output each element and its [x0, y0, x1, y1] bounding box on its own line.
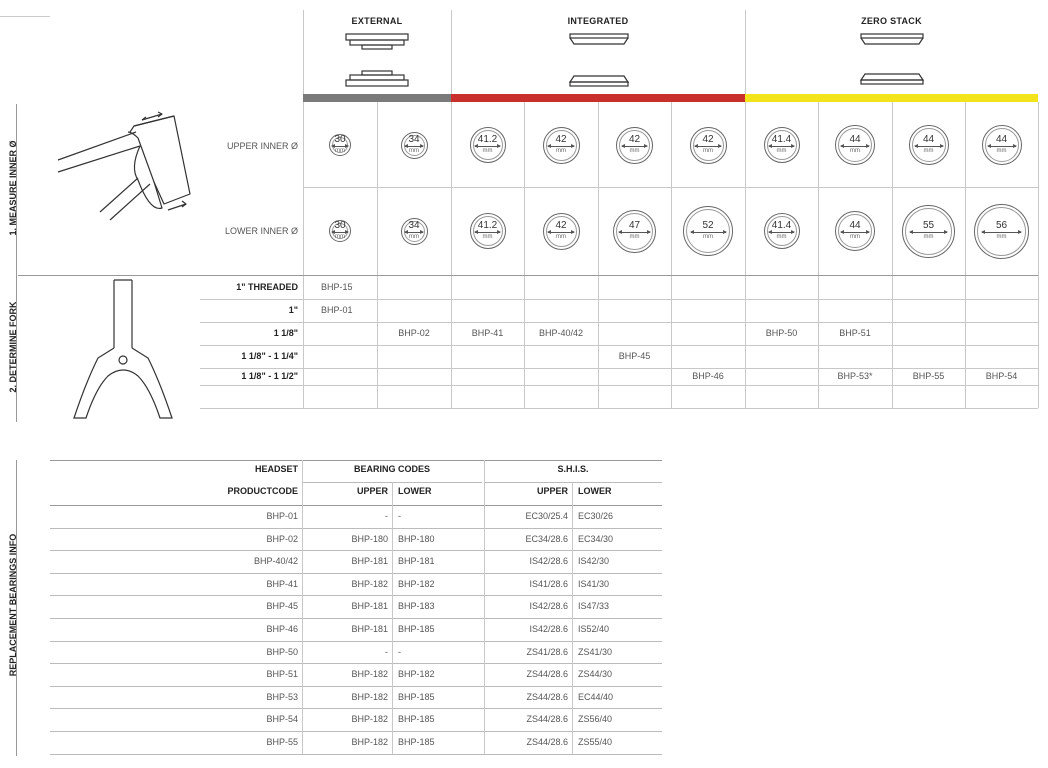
- gauge-unit: mm: [923, 234, 934, 240]
- external-color-bar: [303, 94, 451, 102]
- diameter-gauge: [470, 213, 506, 249]
- shis-lower: EC34/30: [578, 533, 614, 544]
- grid-line: [818, 102, 819, 408]
- header-external: EXTERNAL: [351, 16, 403, 26]
- gauge-arrow: [769, 146, 794, 147]
- productcode-header: PRODUCTCODE: [227, 486, 298, 496]
- table-line: [50, 618, 662, 619]
- shis-lower: IS42/30: [578, 556, 610, 567]
- shis-lower: EC30/26: [578, 511, 614, 521]
- gauge-unit: mm: [703, 234, 713, 240]
- gauge-value: 47: [628, 220, 641, 231]
- table-line: [50, 550, 662, 551]
- diameter-gauge: [613, 210, 656, 253]
- gauge-value: 44: [995, 134, 1008, 145]
- headset-code: BHP-51: [266, 669, 298, 680]
- bearing-lower: BHP-180: [398, 533, 435, 544]
- gauge-arrow: [910, 232, 947, 233]
- table-line: [50, 686, 662, 687]
- bearing-upper: BHP-181: [351, 601, 388, 612]
- gauge-arrow: [548, 232, 574, 233]
- lower-inner-label: LOWER INNER Ø: [224, 226, 298, 236]
- bearing-upper: BHP-182: [351, 578, 388, 589]
- side-rule-top: [16, 104, 17, 422]
- bearing-upper: BHP-182: [351, 669, 388, 680]
- grid-line: [303, 102, 304, 408]
- header-integrated: INTEGRATED: [567, 16, 629, 26]
- shis-upper: EC30/25.4: [525, 511, 568, 521]
- diameter-gauge: [909, 125, 949, 165]
- bearing-lower: BHP-185: [398, 737, 435, 747]
- grid-line: [200, 299, 1038, 300]
- header-zero-stack: ZERO STACK: [861, 16, 922, 26]
- shis-upper: ZS44/28.6: [526, 691, 568, 702]
- gauge-unit: mm: [556, 234, 566, 240]
- grid-line: [892, 102, 893, 408]
- table-line: [50, 505, 662, 506]
- table-line: [50, 573, 662, 574]
- grid-line: [451, 10, 452, 94]
- diameter-gauge: [974, 204, 1029, 259]
- grid-line: [1038, 102, 1039, 408]
- gauge-value: 41.4: [771, 220, 792, 231]
- grid-line: [745, 10, 746, 94]
- bearing-upper: BHP-182: [351, 691, 388, 702]
- fork-size-label: 1" THREADED: [236, 282, 298, 292]
- gauge-value: 41.2: [477, 134, 498, 145]
- shis-upper: ZS44/28.6: [526, 714, 568, 725]
- diameter-gauge: [616, 127, 653, 164]
- table-line: [50, 595, 662, 596]
- grid-line: [745, 102, 746, 408]
- headset-code: BHP-02: [266, 533, 298, 544]
- integrated-headset-icon: [562, 32, 636, 92]
- upper-inner-label: UPPER INNER Ø: [226, 141, 298, 151]
- shis-upper-header: UPPER: [536, 486, 568, 496]
- gauge-value: 30: [334, 220, 346, 231]
- frame-head-tube-icon: [50, 108, 200, 232]
- diameter-gauge: [902, 205, 955, 258]
- gauge-value: 55: [922, 220, 935, 231]
- bearing-codes-header: BEARING CODES: [353, 464, 430, 474]
- fork-cell: BHP-01: [321, 305, 353, 315]
- diameter-gauge: [683, 206, 733, 256]
- gauge-arrow: [691, 232, 726, 233]
- diameter-gauge: [329, 134, 351, 156]
- fork-icon: [68, 278, 178, 426]
- bearing-lower: BHP-185: [398, 691, 435, 702]
- grid-line: [200, 408, 1038, 409]
- gauge-unit: mm: [335, 148, 345, 154]
- gauge-arrow: [841, 146, 869, 147]
- gauge-unit: mm: [409, 234, 419, 240]
- diameter-gauge: [401, 132, 428, 159]
- gauge-unit: mm: [703, 148, 713, 154]
- fork-cell: BHP-50: [765, 328, 798, 338]
- gauge-value: 44: [849, 220, 861, 231]
- grid-line: [451, 102, 452, 408]
- grid-line: [200, 322, 1038, 323]
- bearing-lower: BHP-181: [398, 556, 435, 567]
- headset-code: BHP-01: [266, 511, 298, 521]
- gauge-value: 41.2: [477, 220, 498, 231]
- shis-upper: IS42/28.6: [529, 556, 568, 567]
- fork-size-label: 1 1/8" - 1 1/2": [241, 371, 298, 381]
- table-line: [572, 482, 573, 754]
- gauge-unit: mm: [776, 234, 787, 240]
- bearing-upper: BHP-181: [351, 624, 388, 634]
- grid-line: [303, 10, 304, 94]
- shis-header: S.H.I.S.: [557, 464, 589, 474]
- diameter-gauge: [835, 211, 875, 251]
- bearing-lower: -: [398, 646, 401, 657]
- table-line: [50, 641, 662, 642]
- headset-code: BHP-53: [266, 691, 298, 702]
- diameter-gauge: [764, 127, 800, 163]
- gauge-value: 56: [995, 220, 1008, 231]
- gauge-arrow: [622, 146, 648, 147]
- section-label-replacement: REPLACEMENT BEARINGS INFO: [8, 533, 18, 677]
- bearing-lower: -: [398, 511, 401, 521]
- bearing-lower: BHP-183: [398, 601, 435, 612]
- shis-upper: ZS44/28.6: [526, 669, 568, 680]
- table-line: [50, 663, 662, 664]
- bearing-upper: BHP-182: [351, 737, 388, 747]
- fork-size-label: 1": [288, 305, 298, 315]
- grid-line: [303, 187, 1038, 188]
- fork-cell: BHP-46: [692, 371, 724, 381]
- shis-lower: ZS41/30: [578, 646, 613, 657]
- section-label-fork: 2. DETERMINE FORK: [8, 301, 18, 393]
- gauge-value: 42: [628, 134, 641, 145]
- external-headset-icon: [340, 32, 414, 92]
- table-line: [50, 708, 662, 709]
- gauge-value: 34: [408, 220, 420, 231]
- grid-line: [377, 102, 378, 408]
- gauge-arrow: [332, 232, 347, 233]
- gauge-value: 34: [408, 134, 420, 145]
- fork-cell: BHP-45: [618, 351, 651, 361]
- bearing-lower: BHP-185: [398, 624, 435, 634]
- gauge-unit: mm: [923, 148, 934, 154]
- shis-lower: ZS55/40: [578, 737, 613, 747]
- shis-upper: IS41/28.6: [529, 578, 568, 589]
- headset-code: BHP-50: [266, 646, 298, 657]
- table-line: [50, 731, 662, 732]
- headset-code: BHP-55: [266, 737, 298, 747]
- gauge-arrow: [405, 232, 424, 233]
- bearing-upper: BHP-180: [351, 533, 388, 544]
- shis-upper: IS42/28.6: [529, 601, 568, 612]
- bearing-upper: -: [385, 511, 388, 521]
- zero-stack-color-bar: [745, 94, 1038, 102]
- gauge-arrow: [332, 146, 347, 147]
- shis-lower: EC44/40: [578, 691, 614, 702]
- grid-line: [598, 102, 599, 408]
- gauge-arrow: [769, 232, 794, 233]
- diameter-gauge: [470, 127, 506, 163]
- section-label-measure: 1. MEASURE INNER Ø: [8, 140, 18, 236]
- bearing-upper-header: UPPER: [356, 486, 388, 496]
- fork-size-label: 1 1/8" - 1 1/4": [241, 351, 298, 361]
- gauge-arrow: [988, 146, 1016, 147]
- shis-lower: IS47/33: [578, 601, 610, 612]
- bearing-lower: BHP-185: [398, 714, 435, 725]
- gauge-unit: mm: [629, 234, 640, 240]
- grid-line: [200, 385, 1038, 386]
- fork-cell: BHP-53*: [837, 371, 873, 381]
- fork-cell: BHP-40/42: [538, 328, 584, 338]
- fork-size-label: 1 1/8": [273, 328, 298, 338]
- zero-stack-headset-icon: [855, 32, 929, 92]
- diameter-gauge: [543, 213, 580, 250]
- bearing-lower-header: LOWER: [398, 486, 432, 496]
- shis-upper: EC34/28.6: [525, 533, 568, 544]
- gauge-unit: mm: [776, 148, 787, 154]
- fork-cell: BHP-02: [398, 328, 430, 338]
- headset-code: BHP-54: [266, 714, 298, 725]
- table-line: [50, 460, 662, 461]
- shis-upper: ZS41/28.6: [526, 646, 568, 657]
- gauge-unit: mm: [629, 148, 640, 154]
- gauge-value: 42: [555, 134, 567, 145]
- gauge-arrow: [982, 232, 1021, 233]
- table-line: [50, 528, 662, 529]
- diameter-gauge: [690, 127, 727, 164]
- gauge-unit: mm: [556, 148, 566, 154]
- diameter-gauge: [835, 125, 875, 165]
- grid-line: [200, 368, 1038, 369]
- table-line: [392, 482, 393, 754]
- gauge-arrow: [915, 146, 943, 147]
- gauge-unit: mm: [850, 148, 860, 154]
- gauge-value: 42: [555, 220, 567, 231]
- grid-line: [18, 275, 1038, 276]
- fork-cell: BHP-51: [839, 328, 871, 338]
- gauge-unit: mm: [482, 148, 493, 154]
- diameter-gauge: [543, 127, 580, 164]
- grid-line: [671, 102, 672, 408]
- shis-lower: IS52/40: [578, 624, 610, 634]
- headset-code: BHP-45: [266, 601, 298, 612]
- shis-upper: IS42/28.6: [529, 624, 568, 634]
- bearing-upper: BHP-182: [351, 714, 388, 725]
- gauge-unit: mm: [996, 234, 1007, 240]
- table-line: [484, 482, 662, 483]
- diameter-gauge: [982, 125, 1022, 165]
- grid-line: [524, 102, 525, 408]
- bearing-upper: BHP-181: [351, 556, 388, 567]
- shis-lower-header: LOWER: [578, 486, 612, 496]
- side-rule-bottom: [16, 460, 17, 756]
- fork-cell: BHP-41: [471, 328, 504, 338]
- fork-cell: BHP-55: [912, 371, 945, 381]
- diameter-gauge: [329, 220, 351, 242]
- gauge-value: 42: [702, 134, 714, 145]
- gauge-value: 41.4: [771, 134, 792, 145]
- gauge-value: 30: [334, 134, 346, 145]
- bearing-lower: BHP-182: [398, 578, 435, 589]
- headset-code: BHP-40/42: [253, 556, 298, 567]
- top-left-rule: [0, 16, 50, 17]
- gauge-unit: mm: [850, 234, 860, 240]
- gauge-arrow: [619, 232, 649, 233]
- gauge-unit: mm: [482, 234, 493, 240]
- gauge-unit: mm: [409, 148, 419, 154]
- gauge-value: 52: [702, 220, 714, 231]
- bearing-upper: -: [385, 646, 388, 657]
- grid-line: [965, 102, 966, 408]
- gauge-value: 44: [849, 134, 861, 145]
- bearing-lower: BHP-182: [398, 669, 435, 680]
- gauge-value: 44: [922, 134, 935, 145]
- headset-code: BHP-41: [266, 578, 298, 589]
- integrated-color-bar: [451, 94, 745, 102]
- grid-line: [200, 345, 1038, 346]
- table-line: [50, 754, 662, 755]
- diameter-gauge: [764, 213, 800, 249]
- diameter-gauge: [401, 218, 428, 245]
- shis-lower: ZS44/30: [578, 669, 613, 680]
- gauge-arrow: [695, 146, 721, 147]
- gauge-arrow: [475, 146, 500, 147]
- fork-cell: BHP-54: [985, 371, 1018, 381]
- table-line: [302, 460, 303, 754]
- fork-cell: BHP-15: [321, 282, 353, 292]
- shis-lower: IS41/30: [578, 578, 610, 589]
- gauge-arrow: [841, 232, 869, 233]
- gauge-arrow: [475, 232, 500, 233]
- gauge-unit: mm: [996, 148, 1007, 154]
- headset-header: HEADSET: [254, 464, 298, 474]
- table-line: [484, 460, 485, 754]
- shis-lower: ZS56/40: [578, 714, 613, 725]
- shis-upper: ZS44/28.6: [526, 737, 568, 747]
- gauge-arrow: [548, 146, 574, 147]
- gauge-unit: mm: [335, 234, 345, 240]
- gauge-arrow: [405, 146, 424, 147]
- headset-code: BHP-46: [266, 624, 298, 634]
